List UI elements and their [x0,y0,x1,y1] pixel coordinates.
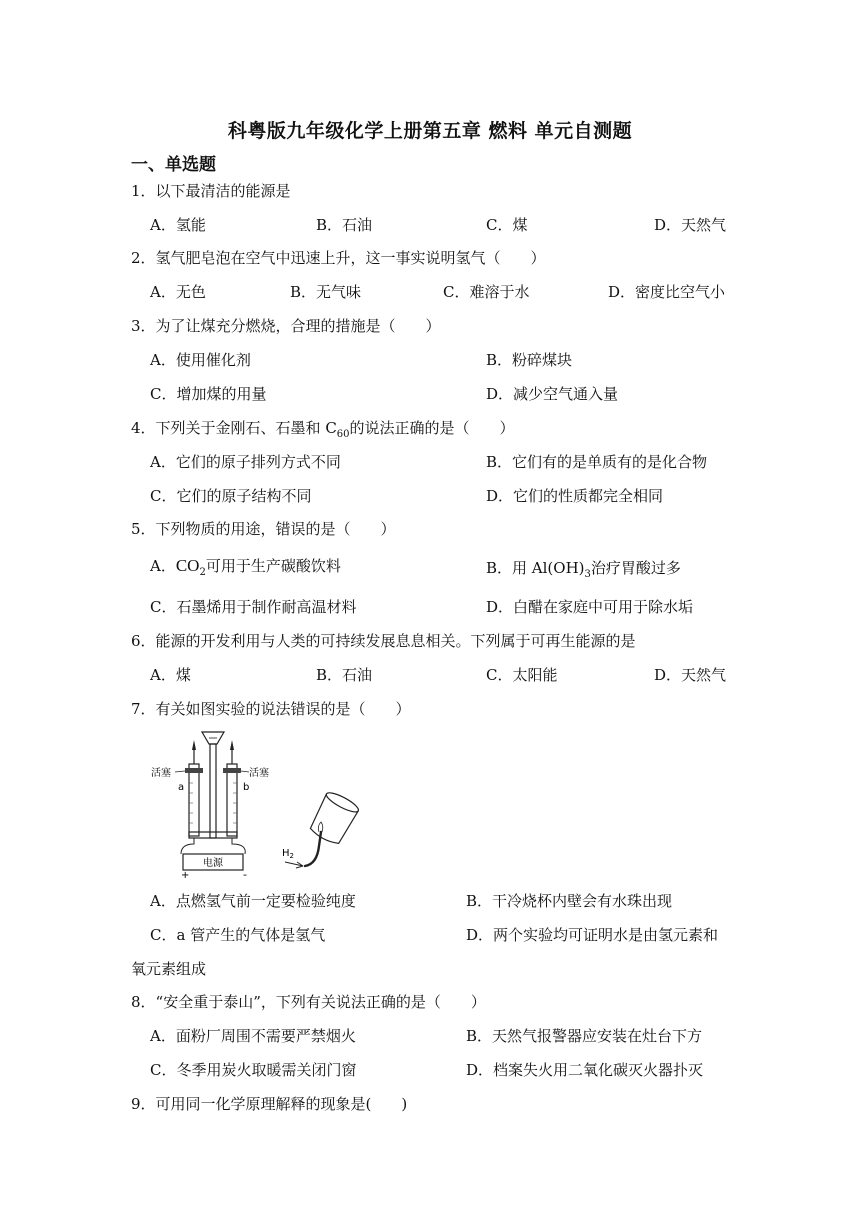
q2-option-c: C．难溶于水 [443,283,530,301]
q5-b-text: 治疗胃酸过多 [590,559,681,577]
inverted-beaker [307,789,360,847]
q2-option-b: B．无气味 [290,283,362,301]
q7-option-c: C．a 管产生的气体是氢气 [150,926,326,944]
q5-b-prefix: B．用 Al(OH) [486,559,585,577]
q3-option-b: B．粉碎煤块 [486,351,573,369]
q4-option-b: B．它们有的是单质有的是化合物 [486,453,708,471]
q3-option-a: A．使用催化剂 [150,351,251,369]
question-7-stem: 7．有关如图实验的说法错误的是（ ） [131,700,411,718]
q3-option-c: C．增加煤的用量 [150,385,267,403]
tube-scale [189,783,237,823]
q5-a-prefix: A． [150,557,176,575]
q5-a-sub: 2 [199,567,206,578]
minus-label: - [243,868,247,878]
q6-option-a: A．煤 [150,666,191,684]
q5-option-b [486,557,681,580]
plus-label: + [181,870,190,878]
q8-option-a: A．面粉厂周围不需要严禁烟火 [150,1027,356,1045]
tube-a-label: a [178,782,185,793]
valve-left-label: 活塞 [151,768,171,779]
electrolysis-figure [145,728,365,878]
left-tip [192,740,196,750]
center-tube [210,744,216,838]
page-title: 科粤版九年级化学上册第五章 燃料 单元自测题 [227,120,633,142]
q4-option-c: C．它们的原子结构不同 [150,487,312,505]
question-1-stem: 1．以下最清洁的能源是 [131,182,291,200]
q7-option-d-continuation: 氧元素组成 [131,960,207,978]
q3-option-d: D．减少空气通入量 [486,385,619,403]
q6-option-b: B．石油 [316,666,373,684]
question-8-stem: 8．“安全重于泰山”，下列有关说法正确的是（ ） [131,993,486,1011]
q4-stem-sub: 60 [336,429,350,440]
q5-a-formula: CO [175,556,200,575]
right-valve [223,768,241,773]
wire-right [232,838,245,854]
right-tip [230,740,234,750]
q4-stem-post: 的说法正确的是（ ） [349,419,515,437]
question-9-stem: 9．可用同一化学原理解释的现象是( ) [131,1095,408,1113]
question-3-stem: 3．为了让煤充分燃烧，合理的措施是（ ） [131,317,441,335]
q8-option-d: D．档案失火用二氧化碳灭火器扑灭 [466,1061,704,1079]
q5-option-c: C．石墨烯用于制作耐高温材料 [150,598,357,616]
q5-b-sub: 3 [584,569,591,580]
power-label: 电源 [203,858,223,869]
q4-stem-pre: 4．下列关于金刚石、石墨和 C [131,419,337,437]
valve-right-leader [241,771,249,772]
valve-left-leader [175,771,185,772]
q2-option-d: D．密度比空气小 [608,283,726,301]
question-4-stem [131,417,515,440]
q1-option-b: B．石油 [316,216,373,234]
q1-option-c: C．煤 [486,216,528,234]
flame [318,822,322,832]
tube-b-label: b [243,782,250,793]
q1-option-d: D．天然气 [654,216,727,234]
question-5-stem: 5．下列物质的用途，错误的是（ ） [131,520,396,538]
connecting-tube [189,832,237,838]
q7-option-b: B．干冷烧杯内壁会有水珠出现 [466,892,673,910]
q2-option-a: A．无色 [150,283,206,301]
q7-option-a: A．点燃氢气前一定要检验纯度 [150,892,356,910]
q4-option-d: D．它们的性质都完全相同 [486,487,664,505]
left-tube [189,764,199,836]
q5-a-text: 可用于生产碳酸饮料 [205,557,341,575]
q6-option-c: C．太阳能 [486,666,558,684]
q5-option-a [150,555,341,578]
question-6-stem: 6．能源的开发利用与人类的可持续发展息息相关。下列属于可再生能源的是 [131,632,636,650]
jet-tube [305,832,321,866]
q4-option-a: A．它们的原子排列方式不同 [150,453,341,471]
h2-label: $H_2$ [282,848,294,860]
left-valve [185,768,203,773]
q1-option-a: A．氢能 [150,216,206,234]
section-heading: 一、单选题 [131,155,216,175]
q7-option-d: D．两个实验均可证明水是由氢元素和 [466,926,719,944]
question-2-stem: 2．氢气肥皂泡在空气中迅速上升，这一事实说明氢气（ ） [131,249,546,267]
valve-right-label: 活塞 [249,768,269,779]
q5-option-d: D．白醋在家庭中可用于除水垢 [486,598,694,616]
q8-option-b: B．天然气报警器应安装在灶台下方 [466,1027,703,1045]
wire-left [181,838,194,854]
right-tube [227,764,237,836]
q6-option-d: D．天然气 [654,666,727,684]
q8-option-c: C．冬季用炭火取暖需关闭门窗 [150,1061,357,1079]
